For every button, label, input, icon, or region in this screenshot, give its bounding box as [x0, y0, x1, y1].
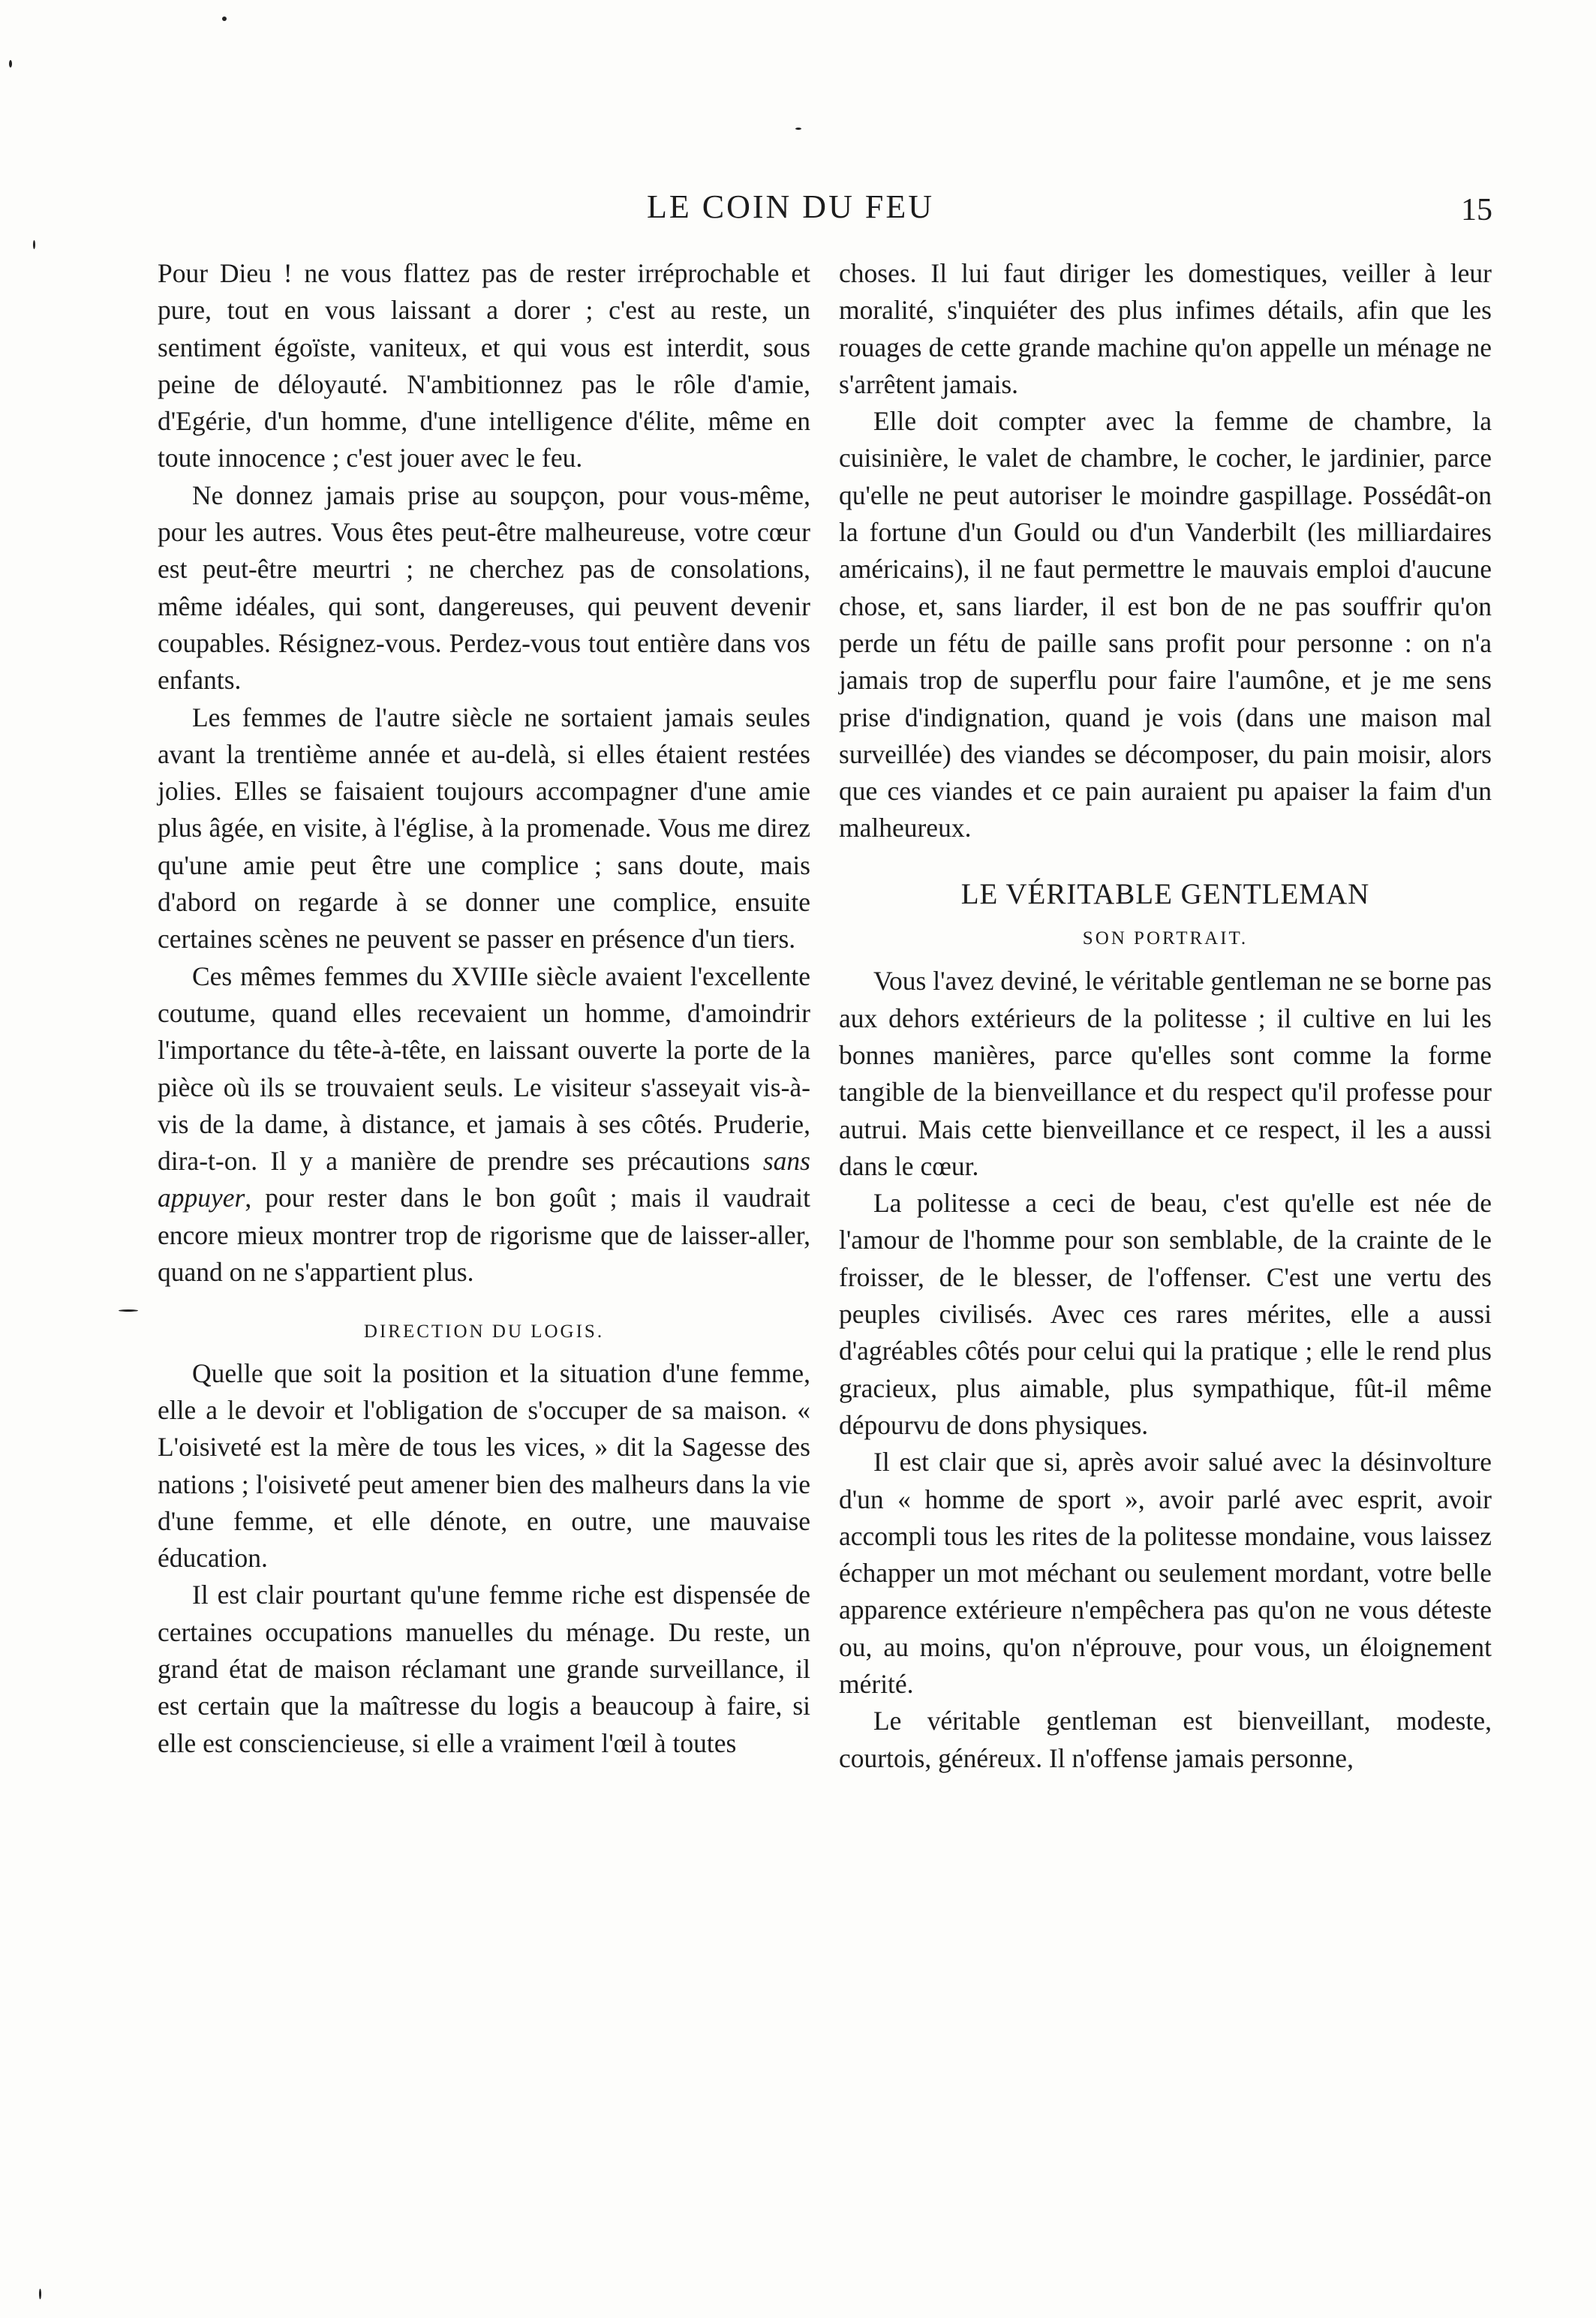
paragraph: Elle doit compter avec la femme de chambre, la cuisinière, le valet de chambre, le cocher, le jardinier, parce qu'elle ne peut autoriser le moindre gaspillage. Possédât-on la fortune d'un Gould ou d'un Vanderbilt (les milliardaires américains), il ne faut permettre le mauvais emploi d'aucune chose, et, sans liarder, il est bon de ne pas souffrir qu'on perde un fétu de paille sans profit pour personne : on n'a jamais trop de superflu pour faire l'aumône, et je me sens prise d'indignation, quand je vois (dans une maison mal surveillée) des viandes se décomposer, du pain moisir, alors que ces viandes et ce pain auraient pu apaiser la faim d'un malheureux. [839, 406, 1492, 843]
paragraph: Les femmes de l'autre siècle ne sortaient jamais seules avant la trentième année et au-delà, si elles étaient restées jolies. Elles se faisaient toujours accompagner d'une amie plus âgée, en visite, à l'église, à la promenade. Vous me direz qu'une amie peut être une complice ; sans doute, mais d'abord on regarde à se donner une complice, ensuite certaines scènes ne peuvent se passer en présence d'un tiers. [158, 702, 810, 955]
paragraph: Vous l'avez deviné, le véritable gentleman ne se borne pas aux dehors extérieurs de la politesse ; il cultive en lui les bonnes manières, parce qu'elles sont comme la forme tangible de la bienveillance et du respect qu'il professe pour autrui. Mais cette bienveillance et ce respect, il les a aussi dans le cœur. [839, 966, 1492, 1181]
page-header [0, 188, 1596, 240]
paragraph-text: Ces mêmes femmes du XVIIIe siècle avaient l'excellente coutume, quand elles recevaient un homme, d'amoindrir l'importance du tête-à-tête, en laissant ouverte la porte de la pièce où ils se trouvaient seuls. Le visiteur s'asseyait vis-à-vis de la dame, à distance, et jamais à ses côtés. Pruderie, dira-t-on. Il y a manière de prendre ses précautions [158, 961, 810, 1177]
scan-speck [119, 1309, 138, 1312]
paragraph: choses. Il lui faut diriger les domestiques, veiller à leur moralité, s'inquiéter des plus infimes détails, afin que les rouages de cette grande machine qu'on appelle un ménage ne s'arrêtent jamais. [839, 258, 1492, 399]
paragraph: Pour Dieu ! ne vous flattez pas de rester irréprochable et pure, tout en vous laissant a dorer ; c'est au reste, un sentiment égoïste, vaniteux, et qui vous est interdit, sous peine de déloyauté. N'ambitionnez pas le rôle d'amie, d'Egérie, d'un homme, d'une intelligence d'élite, même en toute innocence ; c'est jouer avec le feu. [158, 258, 810, 474]
paragraph [158, 958, 810, 1291]
page-number: 15 [1461, 193, 1492, 227]
italic-phrase: sans appuyer [158, 1146, 810, 1213]
paragraph: Quelle que soit la position et la situation d'une femme, elle a le devoir et l'obligation de s'occuper de sa maison. « L'oisiveté est la mère de tous les vices, » dit la Sagesse des nations ; l'oisiveté peut amener bien des malheurs dans la vie d'une femme, et elle dénote, en outre, une mauvaise éducation. [158, 1357, 810, 1574]
scan-speck [795, 128, 801, 130]
scan-speck [39, 2289, 41, 2299]
section-title: LE VÉRITABLE GENTLEMAN [960, 877, 1370, 910]
paragraph: Le véritable gentleman est bienveillant, modeste, courtois, généreux. Il n'offense jamais personne, [839, 1706, 1492, 1773]
paragraph-text: , pour rester dans le bon goût ; mais il vaudrait encore mieux montrer trop de rigorisme que de laisser-aller, quand on ne s'appartient plus. [158, 1183, 810, 1288]
right-column [839, 255, 1492, 1777]
running-title: LE COIN DU FEU [647, 188, 934, 225]
scan-speck [9, 60, 12, 68]
scan-speck [222, 17, 227, 21]
paragraph: La politesse a ceci de beau, c'est qu'elle est née de l'amour de l'homme pour son semblable, de la crainte de le froisser, de le blesser, de l'offenser. C'est une vertu des peuples civilisés. Avec ces rares mérites, elle a aussi d'agréables côtés pour celui qui la pratique ; elle le rend plus gracieux, plus aimable, plus sympathique, fût-il même dépourvu de dons physiques. [839, 1188, 1492, 1440]
paragraph: Il est clair que si, après avoir salué avec la désinvolture d'un « homme de sport », avoir parlé avec esprit, avoir accompli tous les rites de la politesse mondaine, vous laissez échapper un mot méchant ou seulement mordant, votre belle apparence extérieure n'empêchera pas qu'on ne vous déteste ou, au moins, qu'on n'éprouve, pour vous, un éloignement mérité. [839, 1447, 1492, 1699]
left-column [158, 255, 810, 1762]
scan-speck [33, 240, 35, 249]
subheading-direction-du-logis: DIRECTION DU LOGIS. [363, 1321, 605, 1342]
paragraph: Ne donnez jamais prise au soupçon, pour vous-même, pour les autres. Vous êtes peut-être malheureuse, votre cœur est peut-être meurtri ; ne cherchez pas de consolations, même idéales, qui sont, dangereuses, qui peuvent devenir coupables. Résignez-vous. Perdez-vous tout entière dans vos enfants. [158, 480, 810, 696]
paragraph: Il est clair pourtant qu'une femme riche est dispensée de certaines occupations manuelles du ménage. Du reste, un grand état de maison réclamant une grande surveillance, il est certain que la maîtresse du logis a beaucoup à faire, si elle est consciencieuse, si elle a vraiment l'œil à toutes [158, 1580, 810, 1758]
section-subtitle: SON PORTRAIT. [1082, 928, 1249, 949]
